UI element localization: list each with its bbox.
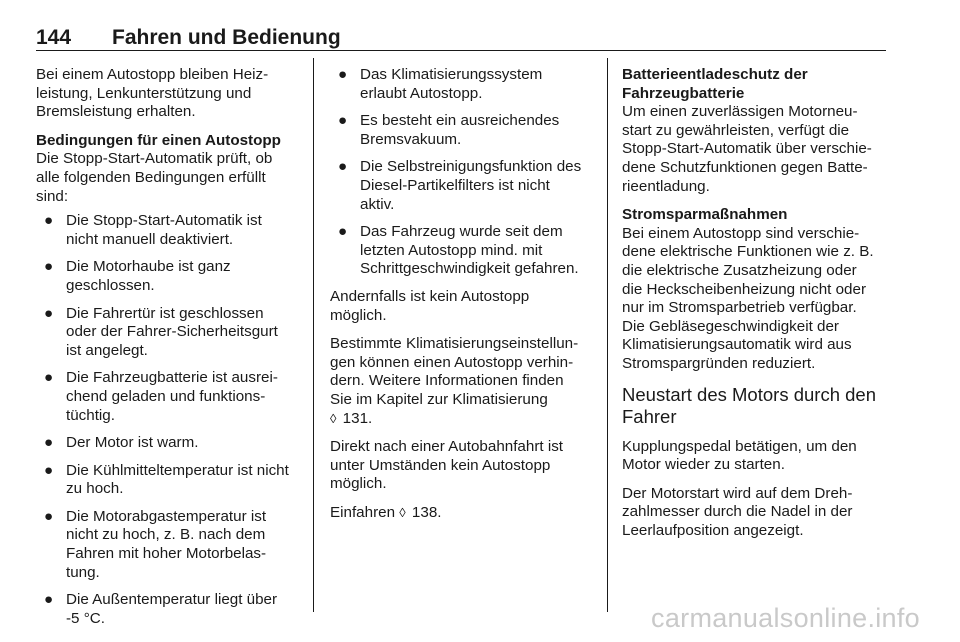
page-header xyxy=(36,26,886,51)
page-title: Fahren und Bedienung xyxy=(112,26,341,49)
list-item: ● Das Klimatisierungssystem erlaubt Autostopp. xyxy=(338,66,543,102)
column-divider-2 xyxy=(607,58,608,612)
reference-arrow-icon: ◊ xyxy=(330,410,337,426)
watermark: carmanualsonline.info xyxy=(651,603,920,633)
bullet-icon: ● xyxy=(44,369,54,387)
highway-paragraph: Direkt nach einer Autobahnfahrt ist unter Umständen kein Autostopp möglich. xyxy=(330,438,564,493)
bullet-icon: ● xyxy=(44,434,54,452)
list-item: ● Die Motorhaube ist ganz geschlossen. xyxy=(44,258,231,294)
conditions-list xyxy=(36,212,302,628)
list-item: ● Die Motorabgastemperatur ist nicht zu hoch, z. B. nach dem Fahren mit hoher Motorbelas- tung. xyxy=(44,507,267,581)
power-saving-paragraph: Bei einem Autostopp sind verschie- dene elektrische Funktionen wie z. B. die elektrische Zusatzheizung oder die Heckscheibenheizung nicht oder nur im Stromsparbetrieb verfügbar. Die Gebläsegeschwindigkeit der Klimatisierungsautomatik wird aus Stromspargründen reduziert. xyxy=(622,224,874,372)
subheading-autostop-conditions: Bedingungen für einen Autostopp xyxy=(36,131,281,149)
bullet-icon: ● xyxy=(44,212,54,230)
list-item: ● Die Außentemperatur liegt über -5 °C. xyxy=(44,591,278,627)
bullet-icon: ● xyxy=(338,66,348,83)
bullet-icon: ● xyxy=(44,591,54,609)
conditions-list-continued xyxy=(330,66,592,279)
list-item: ● Die Fahrzeugbatterie ist ausrei- chend geladen und funktions- tüchtig. xyxy=(44,369,278,424)
list-item: ● Das Fahrzeug wurde seit dem letzten Autostopp mind. mit Schrittgeschwindigkeit gefahren. xyxy=(338,223,579,278)
page-number: 144 xyxy=(36,26,72,49)
column-divider-1 xyxy=(313,58,314,612)
subheading-power-saving: Stromsparmaßnahmen xyxy=(622,206,788,224)
subheading-battery-protection: Batterieentladeschutz der Fahrzeugbatterie xyxy=(622,66,808,102)
list-item: ● Es besteht ein ausreichendes Bremsvakuum. xyxy=(338,112,560,148)
bullet-icon: ● xyxy=(44,507,54,525)
column-3 xyxy=(622,66,892,550)
running-in-paragraph: Einfahren ◊ 138. xyxy=(330,503,442,521)
battery-protection-paragraph: Um einen zuverlässigen Motorneu- start zu gewährleisten, verfügt die Stopp-Start-Automatik über verschie- dene Schutzfunktionen gegen Batte- rieentladung. xyxy=(622,103,872,195)
otherwise-paragraph: Andernfalls ist kein Autostopp möglich. xyxy=(330,287,530,324)
tachometer-paragraph: Der Motorstart wird auf dem Dreh- zahlmesser durch die Nadel in der Leerlaufposition angezeigt. xyxy=(622,484,853,539)
clutch-paragraph: Kupplungspedal betätigen, um den Motor wieder zu starten. xyxy=(622,437,857,474)
section-title-engine-restart: Neustart des Motors durch den Fahrer xyxy=(622,383,876,427)
page-reference-link[interactable]: ◊ 131. xyxy=(330,409,373,427)
bullet-icon: ● xyxy=(338,223,348,241)
conditions-lead: Die Stopp-Start-Automatik prüft, ob alle folgenden Bedingungen erfüllt sind: xyxy=(36,150,273,205)
climate-settings-paragraph: Bestimmte Klimatisierungseinstellun- gen können einen Autostopp verhin- dern. Weitere Informationen finden Sie im Kapitel zur Klimatisierung ◊ 131. xyxy=(330,335,579,427)
list-item: ● Der Motor ist warm. xyxy=(44,434,199,452)
list-item: ● Die Selbstreinigungsfunktion des Diesel-Partikelfilters ist nicht aktiv. xyxy=(338,158,582,213)
bullet-icon: ● xyxy=(338,158,348,176)
list-item: ● Die Stopp-Start-Automatik ist nicht manuell deaktiviert. xyxy=(44,212,262,248)
bullet-icon: ● xyxy=(44,304,54,322)
page-reference-link[interactable]: ◊ 138. xyxy=(399,503,442,521)
bullet-icon: ● xyxy=(338,112,348,130)
list-item: ● Die Fahrertür ist geschlossen oder der Fahrer-Sicherheitsgurt ist angelegt. xyxy=(44,304,278,359)
intro-paragraph: Bei einem Autostopp bleiben Heiz- leistung, Lenkunterstützung und Bremsleistung erhalten. xyxy=(36,66,269,121)
bullet-icon: ● xyxy=(44,461,54,479)
column-2 xyxy=(330,66,592,532)
bullet-icon: ● xyxy=(44,258,54,276)
reference-arrow-icon: ◊ xyxy=(399,504,406,520)
column-1 xyxy=(36,66,302,637)
list-item: ● Die Kühlmitteltemperatur ist nicht zu hoch. xyxy=(44,461,289,498)
